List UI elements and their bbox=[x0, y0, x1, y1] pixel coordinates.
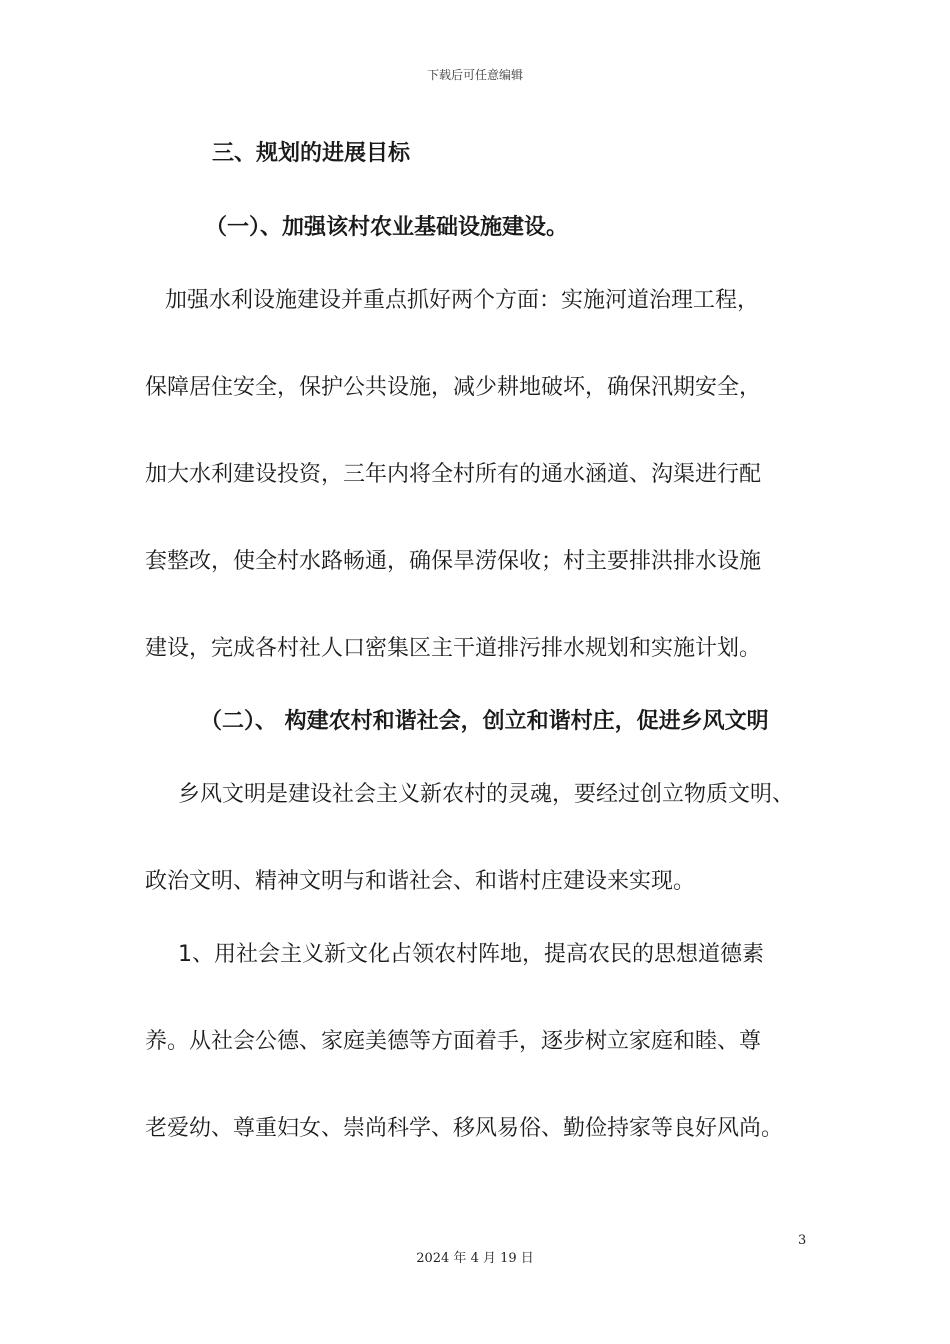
subsection-heading-1: （一）、加强该村农业基础设施建设。 bbox=[205, 215, 569, 240]
paragraph-line: 乡风文明是建设社会主义新农村的灵魂，要经过创立物质文明、 bbox=[178, 782, 795, 807]
paragraph-line: 老爱幼、尊重妇女、崇尚科学、移风易俗、勤俭持家等良好风尚。 bbox=[145, 1116, 784, 1141]
paragraph-line: 保障居住安全，保护公共设施，减少耕地破坏，确保汛期安全， bbox=[145, 375, 762, 400]
paragraph-line: 建设，完成各村社人口密集区主干道排污排水规划和实施计划。 bbox=[145, 636, 762, 661]
paragraph-line: 加强水利设施建设并重点抓好两个方面：实施河道治理工程， bbox=[165, 288, 760, 313]
paragraph-line: 1、用社会主义新文化占领农村阵地，提高农民的思想道德素 bbox=[178, 942, 764, 967]
paragraph-line: 套整改，使全村水路畅通，确保旱涝保收；村主要排洪排水设施 bbox=[145, 549, 762, 574]
paragraph-line: 加大水利建设投资，三年内将全村所有的通水涵道、沟渠进行配 bbox=[145, 462, 762, 487]
page-header: 下载后可任意编辑 bbox=[426, 68, 523, 82]
page-footer-date: 2024 年 4 月 19 日 bbox=[416, 1251, 534, 1266]
section-heading: 三、规划的进展目标 bbox=[212, 141, 411, 166]
subsection-heading-2: （二）、 构建农村和谐社会，创立和谐村庄，促进乡风文明 bbox=[200, 709, 769, 734]
paragraph-line: 养。从社会公德、家庭美德等方面着手，逐步树立家庭和睦、尊 bbox=[145, 1029, 762, 1054]
page-number: 3 bbox=[798, 1233, 807, 1248]
paragraph-line: 政治文明、精神文明与和谐社会、和谐村庄建设来实现。 bbox=[145, 869, 696, 894]
